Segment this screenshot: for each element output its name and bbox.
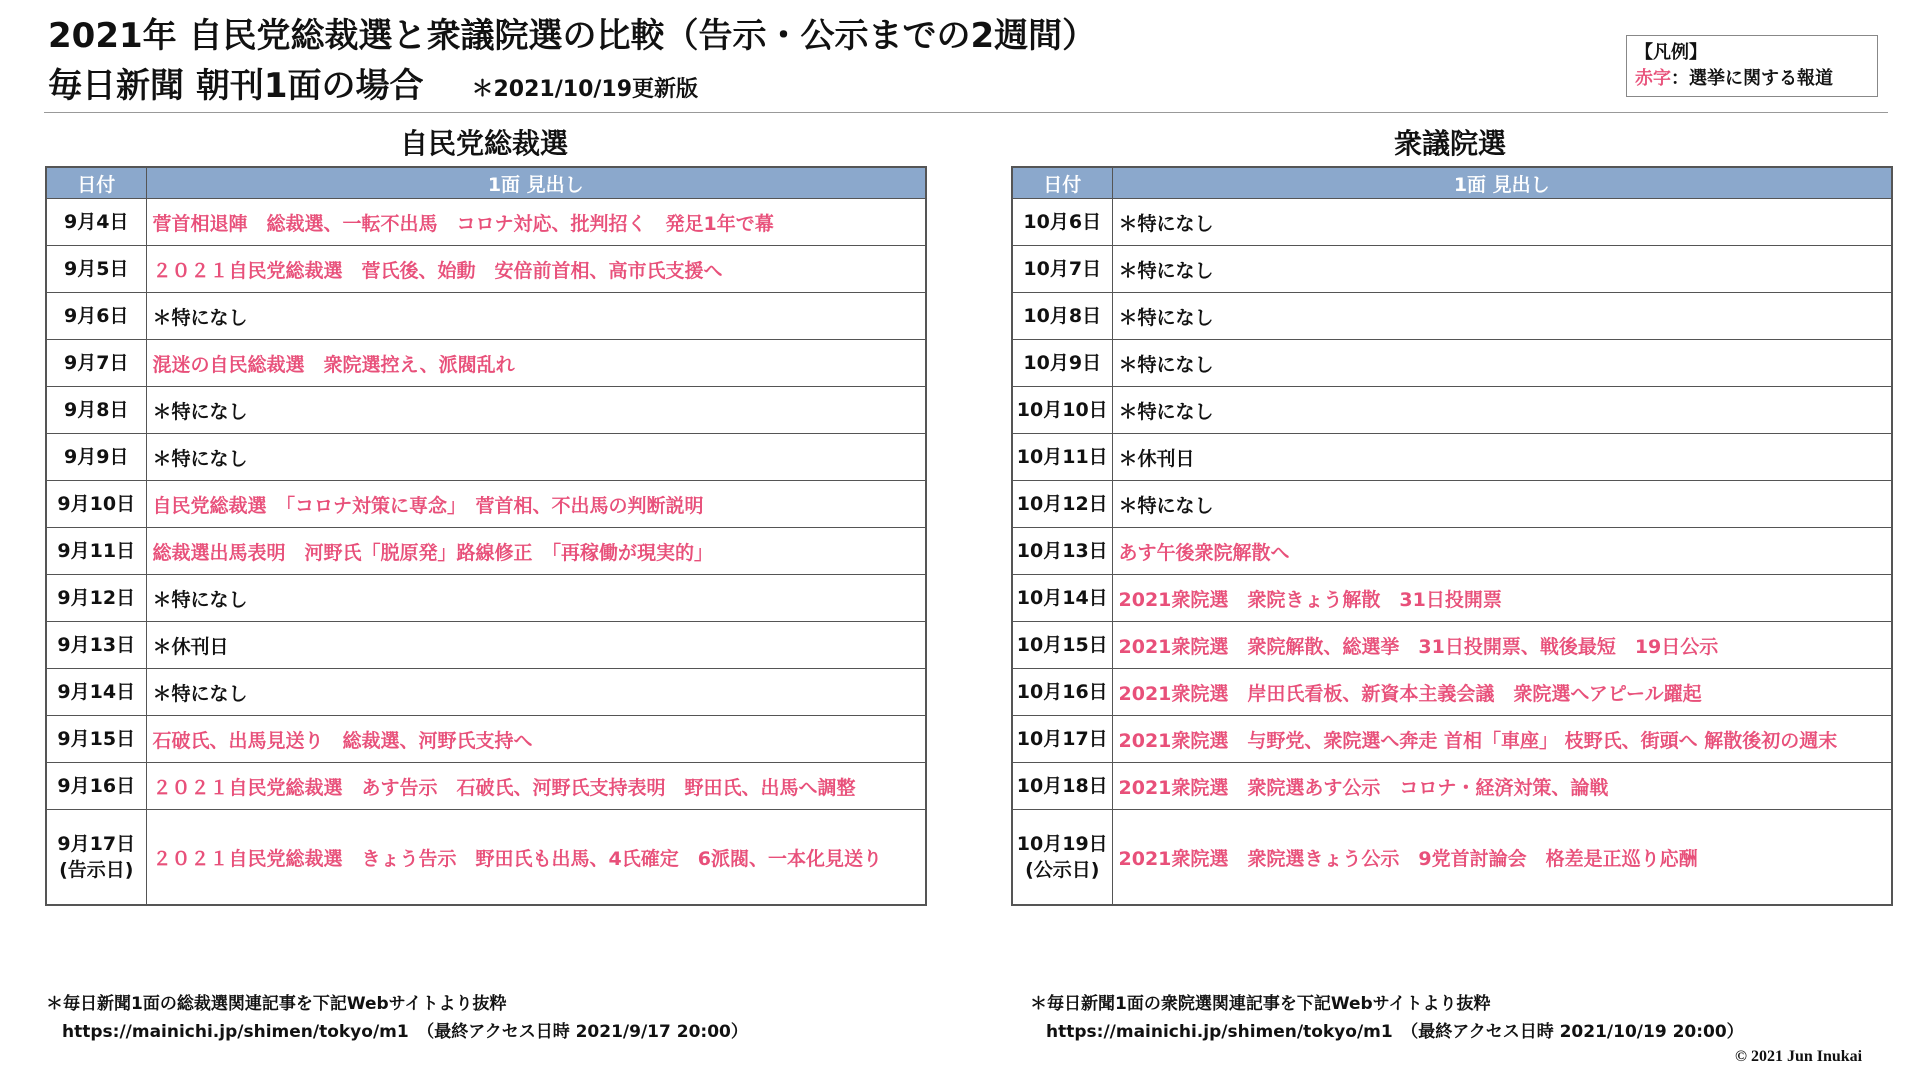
row-date-text: 10月6日	[1023, 211, 1102, 233]
row-headline: ２０２１自民党総裁選 きょう告示 野田氏も出馬、4氏確定 6派閥、一本化見送り	[146, 810, 926, 906]
row-headline: ２０２１自民党総裁選 あす告示 石破氏、河野氏支持表明 野田氏、出馬へ調整	[146, 763, 926, 810]
row-date-text: 10月10日	[1016, 399, 1108, 421]
row-date	[46, 340, 146, 387]
row-date-text: 10月17日	[1016, 728, 1108, 750]
table-row	[46, 481, 926, 528]
row-date	[46, 481, 146, 528]
row-date-text: 9月14日	[57, 681, 136, 703]
row-date-text: 10月16日	[1016, 681, 1108, 703]
legend-red-label: 赤字	[1635, 68, 1671, 89]
table-row	[1012, 246, 1892, 293]
row-date-text: 9月12日	[57, 587, 136, 609]
row-date-text: 9月17日	[57, 833, 136, 855]
row-date-text: 9月8日	[64, 399, 129, 421]
table-row	[46, 716, 926, 763]
table-row	[46, 199, 926, 246]
row-date-text: 10月7日	[1023, 258, 1102, 280]
table-row	[1012, 199, 1892, 246]
row-date	[1012, 246, 1112, 293]
table-row	[1012, 434, 1892, 481]
row-date-text: 10月8日	[1023, 305, 1102, 327]
row-date-text: 9月5日	[64, 258, 129, 280]
row-headline: ＊特になし	[1112, 199, 1892, 246]
row-date-text: 10月9日	[1023, 352, 1102, 374]
row-date	[1012, 810, 1112, 906]
row-date	[46, 669, 146, 716]
table-row	[1012, 528, 1892, 575]
row-headline: あす午後衆院解散へ	[1112, 528, 1892, 575]
table-row	[46, 340, 926, 387]
table-row	[46, 622, 926, 669]
row-headline: 混迷の自民総裁選 衆院選控え、派閥乱れ	[146, 340, 926, 387]
col-header-headline: 1面 見出し	[1112, 167, 1892, 199]
row-date-text: 10月12日	[1016, 493, 1108, 515]
leadership-election-table	[45, 166, 927, 906]
row-date-text: 10月11日	[1016, 446, 1108, 468]
table-row	[46, 528, 926, 575]
row-headline: ＊特になし	[1112, 481, 1892, 528]
subtitle-text: 毎日新聞 朝刊1面の場合	[48, 66, 424, 106]
left-section-title: 自民党総裁選	[399, 127, 568, 160]
row-headline: 2021衆院選 与野党、衆院選へ奔走 首相「車座」 枝野氏、街頭へ 解散後初の週末	[1112, 716, 1892, 763]
row-date	[1012, 669, 1112, 716]
row-headline: ＊特になし	[146, 669, 926, 716]
table-row	[46, 434, 926, 481]
row-date-text: 9月9日	[64, 446, 129, 468]
page-title: 2021年 自民党総裁選と衆議院選の比較（告示・公示までの2週間）	[48, 16, 1097, 56]
row-date	[46, 763, 146, 810]
row-headline: ＊休刊日	[146, 622, 926, 669]
row-headline: ＊特になし	[146, 575, 926, 622]
row-headline: ＊特になし	[1112, 246, 1892, 293]
row-headline: ２０２１自民党総裁選 菅氏後、始動 安倍前首相、高市氏支援へ	[146, 246, 926, 293]
row-date	[1012, 528, 1112, 575]
row-date-text: 9月7日	[64, 352, 129, 374]
table-row	[1012, 293, 1892, 340]
row-headline: ＊休刊日	[1112, 434, 1892, 481]
page-subtitle	[48, 58, 698, 107]
table-row	[1012, 669, 1892, 716]
table-row	[46, 669, 926, 716]
row-headline: 2021衆院選 衆院解散、総選挙 31日投開票、戦後最短 19日公示	[1112, 622, 1892, 669]
row-date	[1012, 199, 1112, 246]
table-row	[1012, 763, 1892, 810]
row-headline: ＊特になし	[1112, 340, 1892, 387]
row-date	[46, 246, 146, 293]
col-header-headline: 1面 見出し	[146, 167, 926, 199]
row-headline: 2021衆院選 衆院選あす公示 コロナ・経済対策、論戦	[1112, 763, 1892, 810]
row-date	[46, 622, 146, 669]
row-date-text: 9月10日	[57, 493, 136, 515]
table-row	[46, 810, 926, 906]
row-date-text: 9月16日	[57, 775, 136, 797]
row-date	[1012, 340, 1112, 387]
table-row	[46, 246, 926, 293]
left-footnote-source: ＊毎日新聞1面の総裁選関連記事を下記Webサイトより抜粋	[46, 994, 507, 1014]
row-date	[46, 293, 146, 340]
table-row	[1012, 716, 1892, 763]
row-date-text: 10月18日	[1016, 775, 1108, 797]
legend-entry	[1635, 66, 1869, 92]
legend-box	[1626, 35, 1878, 97]
table-row	[46, 387, 926, 434]
row-headline: 自民党総裁選 「コロナ対策に専念」 菅首相、不出馬の判断説明	[146, 481, 926, 528]
row-headline: ＊特になし	[146, 434, 926, 481]
row-headline: ＊特になし	[146, 293, 926, 340]
row-headline: 石破氏、出馬見送り 総裁選、河野氏支持へ	[146, 716, 926, 763]
row-date-text: 10月14日	[1016, 587, 1108, 609]
row-headline: ＊特になし	[1112, 387, 1892, 434]
row-date	[1012, 481, 1112, 528]
row-date	[1012, 434, 1112, 481]
row-date	[1012, 763, 1112, 810]
row-headline: 総裁選出馬表明 河野氏「脱原発」路線修正 「再稼働が現実的」	[146, 528, 926, 575]
row-date-text: 10月13日	[1016, 540, 1108, 562]
row-date-text: 9月11日	[57, 540, 136, 562]
row-date	[1012, 575, 1112, 622]
legend-title: 【凡例】	[1635, 42, 1707, 63]
table-header-row	[46, 167, 926, 199]
row-headline: ＊特になし	[1112, 293, 1892, 340]
col-header-date: 日付	[1012, 167, 1112, 199]
row-date	[46, 575, 146, 622]
row-date	[1012, 716, 1112, 763]
row-date-text: 9月15日	[57, 728, 136, 750]
col-header-date: 日付	[46, 167, 146, 199]
row-date	[46, 199, 146, 246]
header-divider	[44, 112, 1888, 113]
table-row	[1012, 340, 1892, 387]
left-footnote	[46, 990, 748, 1046]
table-row	[1012, 622, 1892, 669]
table-row	[1012, 810, 1892, 906]
table-row	[1012, 387, 1892, 434]
table-row	[46, 575, 926, 622]
row-date-note: (告示日)	[59, 859, 134, 881]
row-headline: ＊特になし	[146, 387, 926, 434]
table-row	[46, 293, 926, 340]
left-footnote-url: https://mainichi.jp/shimen/tokyo/m1 （最終アクセス日時 2021/9/17 20:00）	[62, 1022, 748, 1042]
legend-description: ：選挙に関する報道	[1671, 68, 1833, 89]
row-date	[46, 810, 146, 906]
row-date	[46, 716, 146, 763]
right-footnote-source: ＊毎日新聞1面の衆院選関連記事を下記Webサイトより抜粋	[1030, 994, 1491, 1014]
row-headline: 菅首相退陣 総裁選、一転不出馬 コロナ対応、批判招く 発足1年で幕	[146, 199, 926, 246]
row-date	[46, 528, 146, 575]
row-date-text: 9月4日	[64, 211, 129, 233]
row-date-text: 9月13日	[57, 634, 136, 656]
row-date-text: 10月15日	[1016, 634, 1108, 656]
row-headline: 2021衆院選 衆院きょう解散 31日投開票	[1112, 575, 1892, 622]
row-date	[46, 434, 146, 481]
row-date-text: 10月19日	[1016, 833, 1108, 855]
table-row	[1012, 481, 1892, 528]
table-row	[46, 763, 926, 810]
row-date	[1012, 387, 1112, 434]
right-footnote-url: https://mainichi.jp/shimen/tokyo/m1 （最終アクセス日時 2021/10/19 20:00）	[1046, 1022, 1744, 1042]
row-headline: 2021衆院選 衆院選きょう公示 9党首討論会 格差是正巡り応酬	[1112, 810, 1892, 906]
row-date-text: 9月6日	[64, 305, 129, 327]
right-footnote	[1030, 990, 1744, 1046]
row-date	[1012, 622, 1112, 669]
table-row	[1012, 575, 1892, 622]
row-headline: 2021衆院選 岸田氏看板、新資本主義会議 衆院選へアピール躍起	[1112, 669, 1892, 716]
row-date	[1012, 293, 1112, 340]
right-section-title: 衆議院選	[1393, 127, 1506, 160]
table-header-row	[1012, 167, 1892, 199]
general-election-table	[1011, 166, 1893, 906]
updated-note: ＊2021/10/19更新版	[471, 77, 699, 102]
copyright: © 2021 Jun Inukai	[1735, 1048, 1863, 1065]
row-date-note: (公示日)	[1025, 859, 1100, 881]
row-date	[46, 387, 146, 434]
